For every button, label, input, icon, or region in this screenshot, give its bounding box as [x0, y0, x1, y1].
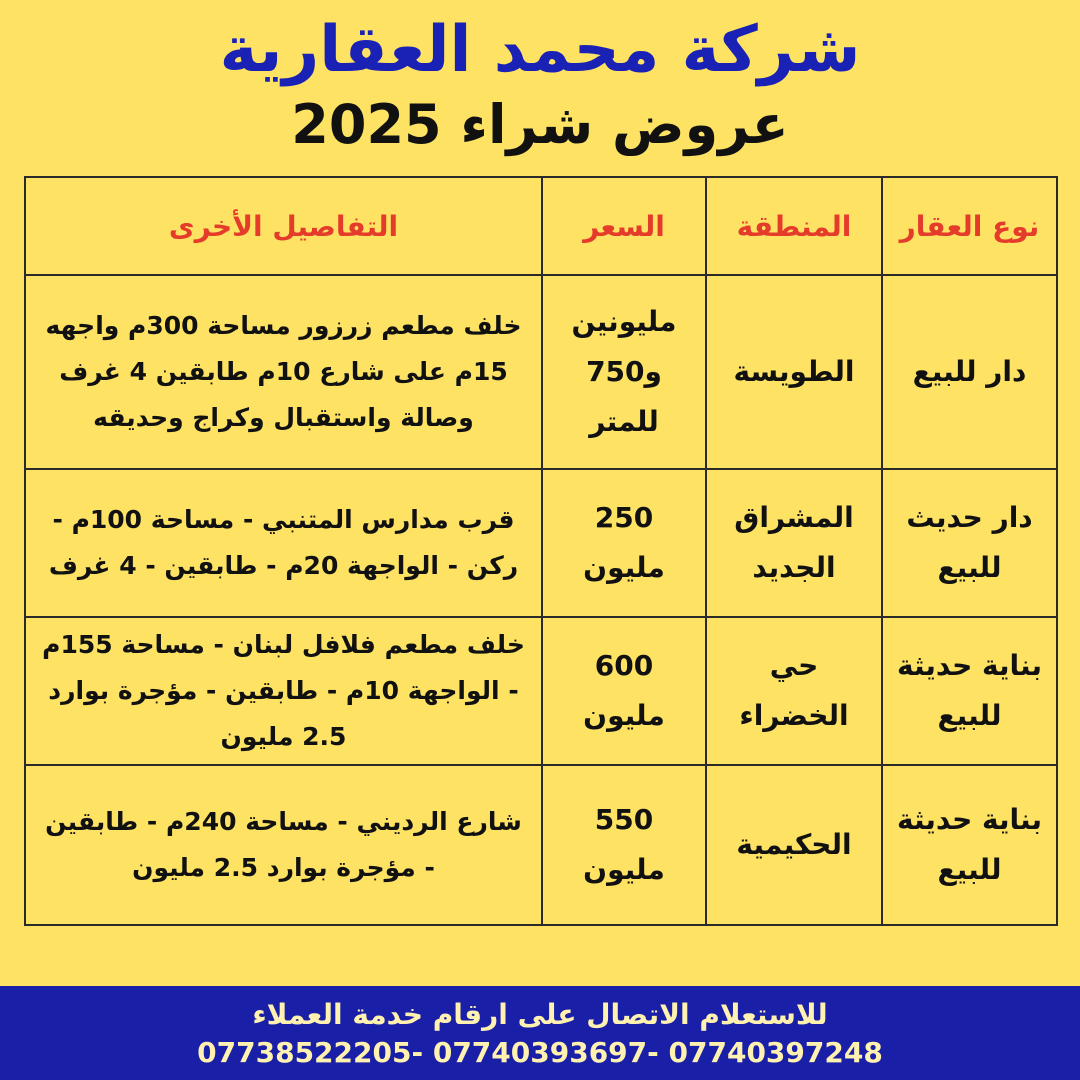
- table-header-row: [25, 177, 1057, 275]
- cell-price: 250 مليون: [542, 469, 706, 617]
- column-header-area: المنطقة: [706, 177, 882, 275]
- cell-type: بناية حديثة للبيع: [882, 617, 1057, 765]
- cell-details: خلف مطعم فلافل لبنان - مساحة 155م - الواجهة 10م - طابقين - مؤجرة بوارد 2.5 مليون: [25, 617, 542, 765]
- cell-type: دار للبيع: [882, 275, 1057, 469]
- cell-details: قرب مدارس المتنبي - مساحة 100م - ركن - الواجهة 20م - طابقين - 4 غرف: [25, 469, 542, 617]
- listings-table: [24, 176, 1058, 924]
- contact-footer: [0, 986, 1080, 1080]
- cell-price: 600 مليون: [542, 617, 706, 765]
- table-row: [25, 469, 1057, 617]
- column-header-details: التفاصيل الأخرى: [25, 177, 542, 275]
- cell-type: بناية حديثة للبيع: [882, 765, 1057, 925]
- cell-details: خلف مطعم زرزور مساحة 300م واجهه 15م على شارع 10م طابقين 4 غرف وصالة واستقبال وكراج وحديقه: [25, 275, 542, 469]
- column-header-price: السعر: [542, 177, 706, 275]
- offers-subtitle: عروض شراء 2025: [291, 93, 789, 156]
- cell-price: 550 مليون: [542, 765, 706, 925]
- cell-details: شارع الرديني - مساحة 240م - طابقين - مؤجرة بوارد 2.5 مليون: [25, 765, 542, 925]
- column-header-type: نوع العقار: [882, 177, 1057, 275]
- cell-area: الحكيمية: [706, 765, 882, 925]
- cell-type: دار حديث للبيع: [882, 469, 1057, 617]
- table-row: [25, 275, 1057, 469]
- table-row: [25, 617, 1057, 765]
- cell-area: حي الخضراء: [706, 617, 882, 765]
- phone-numbers: 07738522205- 07740393697- 07740397248: [197, 1036, 883, 1069]
- cell-price: مليونين و750 للمتر: [542, 275, 706, 469]
- cell-area: المشراق الجديد: [706, 469, 882, 617]
- cell-area: الطويسة: [706, 275, 882, 469]
- table-row: [25, 765, 1057, 925]
- contact-label: للاستعلام الاتصال على ارقام خدمة العملاء: [252, 998, 828, 1031]
- company-title: شركة محمد العقارية: [219, 13, 861, 87]
